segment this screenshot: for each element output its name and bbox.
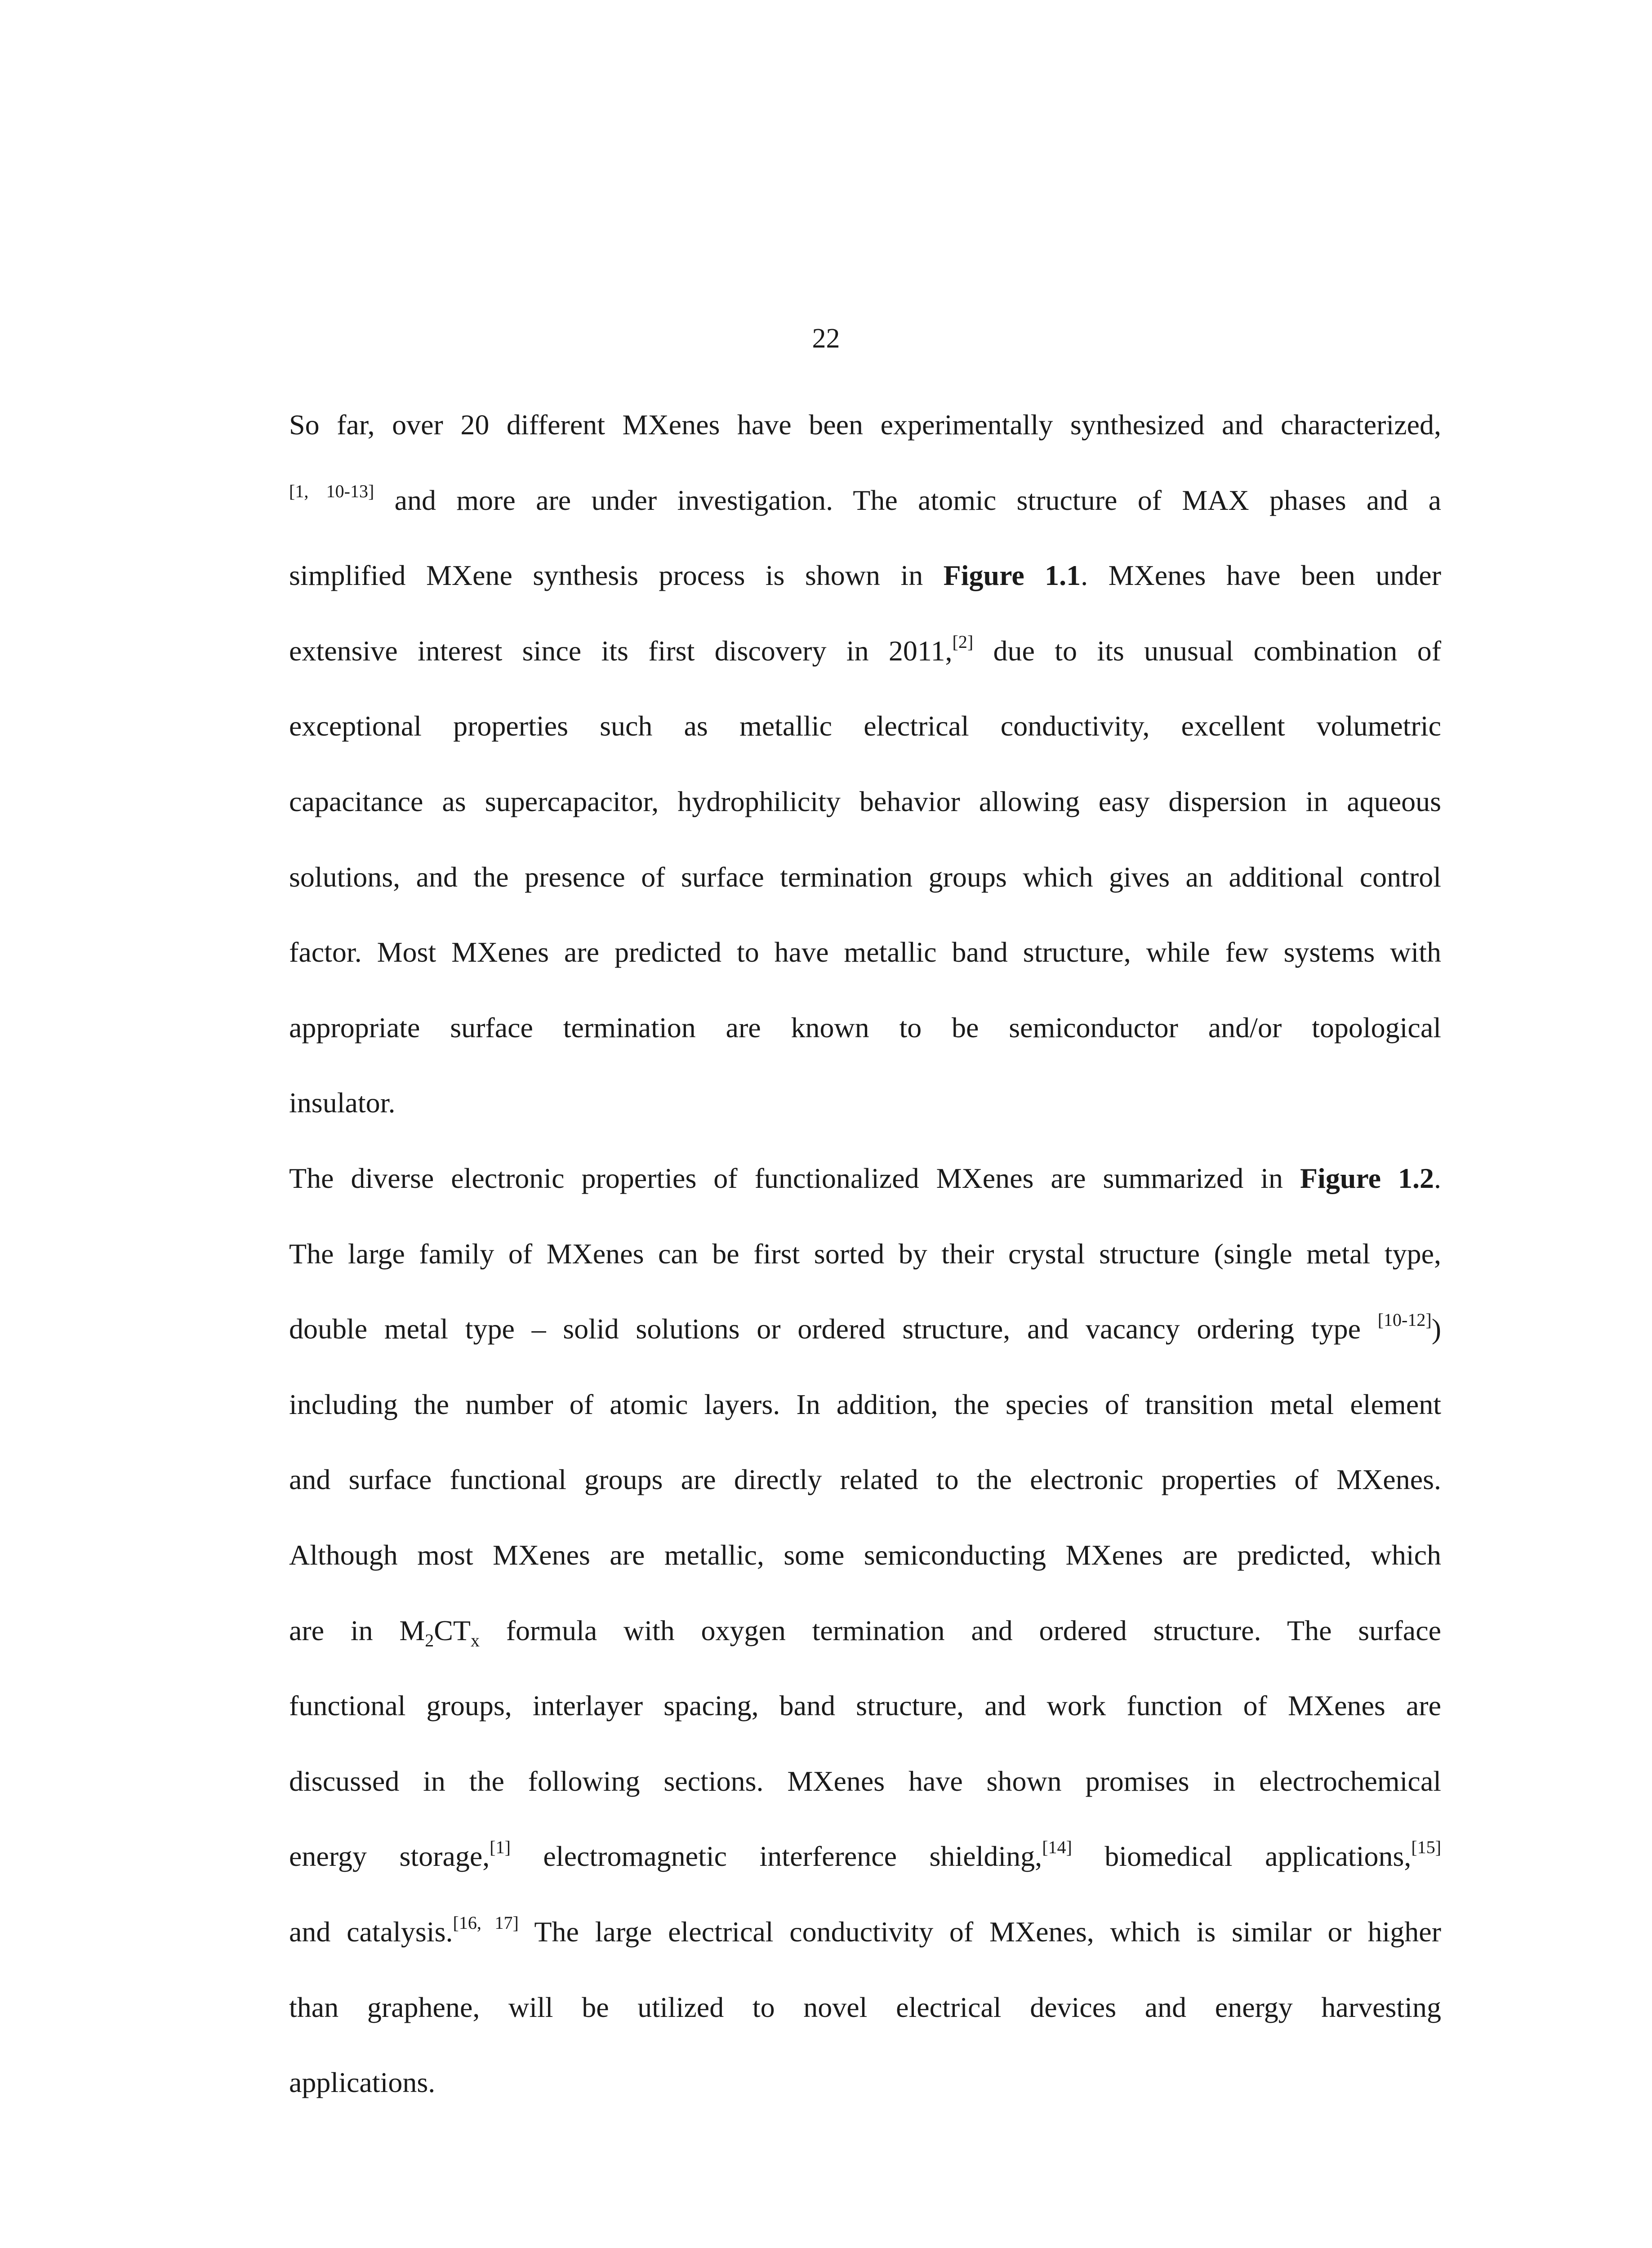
text-run: due to its unusual combination of bbox=[973, 634, 1442, 667]
text-run: and catalysis. bbox=[289, 1916, 453, 1948]
text-run: and surface functional groups are directly related to the electronic properties of MXenes. bbox=[289, 1463, 1441, 1496]
text-run: double metal type – solid solutions or ordered structure, and vacancy ordering type bbox=[289, 1313, 1378, 1345]
text-line bbox=[289, 1613, 1441, 1649]
text-run: The large electrical conductivity of MXenes, which is similar or higher bbox=[518, 1916, 1442, 1948]
text-run: including the number of atomic layers. In addition, the species of transition metal element bbox=[289, 1388, 1441, 1420]
text-line bbox=[289, 1387, 1441, 1423]
text-run: . bbox=[1434, 1162, 1442, 1194]
text-run: simplified MXene synthesis process is shown in bbox=[289, 559, 944, 592]
text-run: The large family of MXenes can be first sorted by their crystal structure (single metal type, bbox=[289, 1237, 1441, 1270]
citation-superscript: [16, 17] bbox=[453, 1913, 519, 1933]
text-line bbox=[289, 2065, 1441, 2101]
text-run: electromagnetic interference shielding, bbox=[510, 1840, 1042, 1873]
text-run: extensive interest since its first discovery in 2011, bbox=[289, 634, 953, 667]
text-run: appropriate surface termination are known to be semiconductor and/or topological bbox=[289, 1011, 1441, 1044]
text-line bbox=[289, 1462, 1441, 1498]
text-run: functional groups, interlayer spacing, band structure, and work function of MXenes are bbox=[289, 1690, 1441, 1722]
citation-superscript: [1, 10-13] bbox=[289, 481, 374, 501]
text-line bbox=[289, 1236, 1441, 1272]
text-run: formula with oxygen termination and ordered structure. The surface bbox=[480, 1614, 1442, 1646]
text-run: are in M bbox=[289, 1614, 425, 1646]
text-line bbox=[289, 784, 1441, 820]
text-run: . MXenes have been under bbox=[1081, 559, 1442, 592]
subscript: x bbox=[471, 1630, 480, 1650]
citation-superscript: [15] bbox=[1411, 1837, 1442, 1858]
citation-superscript: [14] bbox=[1042, 1837, 1072, 1858]
text-run: CT bbox=[434, 1614, 471, 1646]
text-line bbox=[289, 1989, 1441, 2025]
text-run: biomedical applications, bbox=[1072, 1840, 1412, 1873]
text-run: discussed in the following sections. MXenes have shown promises in electrochemical bbox=[289, 1765, 1441, 1797]
text-line bbox=[289, 1010, 1441, 1046]
text-line bbox=[289, 558, 1441, 593]
text-run: The diverse electronic properties of functionalized MXenes are summarized in bbox=[289, 1162, 1300, 1194]
page-number: 22 bbox=[812, 323, 840, 354]
text-run: exceptional properties such as metallic electrical conductivity, excellent volumetric bbox=[289, 710, 1441, 742]
text-run: So far, over 20 different MXenes have been experimentally synthesized and characterized, bbox=[289, 409, 1441, 441]
text-line bbox=[289, 1537, 1441, 1573]
text-line bbox=[289, 1160, 1441, 1196]
citation-superscript: [1] bbox=[490, 1837, 511, 1858]
text-run: energy storage, bbox=[289, 1840, 490, 1873]
text-line bbox=[289, 633, 1441, 669]
text-line bbox=[289, 1763, 1441, 1799]
text-run: ) bbox=[1431, 1313, 1441, 1345]
text-line bbox=[289, 407, 1441, 443]
text-line bbox=[289, 1838, 1441, 1874]
text-line bbox=[289, 934, 1441, 970]
text-run: factor. Most MXenes are predicted to have metallic band structure, while few systems with bbox=[289, 936, 1441, 968]
text-line bbox=[289, 1688, 1441, 1724]
figure-reference: Figure 1.2 bbox=[1300, 1162, 1434, 1194]
text-run: solutions, and the presence of surface termination groups which gives an additional control bbox=[289, 861, 1441, 893]
text-line bbox=[289, 1311, 1441, 1347]
text-run: than graphene, will be utilized to novel electrical devices and energy harvesting bbox=[289, 1991, 1441, 2023]
subscript: 2 bbox=[425, 1630, 434, 1650]
citation-superscript: [2] bbox=[952, 631, 974, 652]
figure-reference: Figure 1.1 bbox=[943, 559, 1081, 592]
text-run: insulator. bbox=[289, 1087, 396, 1119]
text-line bbox=[289, 482, 1441, 518]
text-line bbox=[289, 1085, 1441, 1121]
text-run: and more are under investigation. The atomic structure of MAX phases and a bbox=[374, 484, 1441, 516]
text-line bbox=[289, 1914, 1441, 1950]
text-run: capacitance as supercapacitor, hydrophilicity behavior allowing easy dispersion in aqueous bbox=[289, 785, 1441, 817]
text-run: Although most MXenes are metallic, some semiconducting MXenes are predicted, which bbox=[289, 1539, 1441, 1571]
text-line bbox=[289, 859, 1441, 895]
citation-superscript: [10-12] bbox=[1377, 1310, 1432, 1330]
text-line bbox=[289, 708, 1441, 744]
text-run: applications. bbox=[289, 2066, 436, 2099]
